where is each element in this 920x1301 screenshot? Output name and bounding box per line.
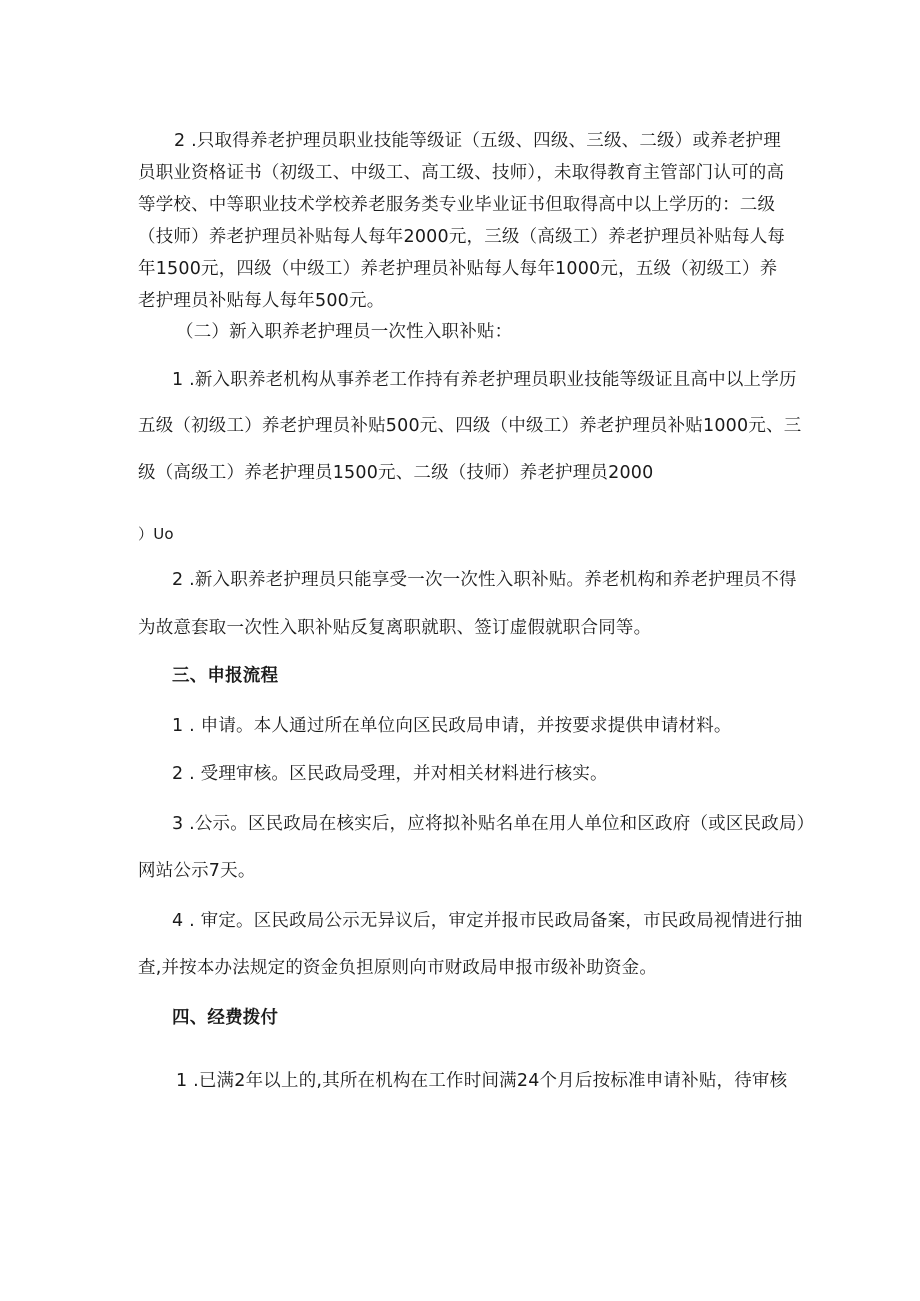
heading-application-process: 三、申报流程 [172,666,279,686]
heading-fund-disbursement: 四、经费拨付 [172,1008,279,1028]
step3-line1: 3 .公示。区民政局在核实后，应将拟补贴名单在用人单位和区政府（或区民政局） [172,814,815,834]
item2-line2: 为故意套取一次性入职补贴反复离职就职、签订虚假就职合同等。 [138,618,652,638]
step1-apply: 1 . 申请。本人通过所在单位向区民政局申请，并按要求提供申请材料。 [172,716,732,736]
item1-line3: 级（高级工）养老护理员1500元、二级（技师）养老护理员2000 [138,463,654,483]
item1-line1: 1 .新入职养老机构从事养老工作持有养老护理员职业技能等级证且高中以上学历 [172,370,797,390]
item2-line1: 2 .新入职养老护理员只能享受一次一次性入职补贴。养老机构和养老护理员不得 [172,570,797,590]
paragraph-subsidy-tiers: 2 .只取得养老护理员职业技能等级证（五级、四级、三级、二级）或养老护理员职业资格证书（初级工、中级工、高工级、技师），未取得教育主管部门认可的高等学校、中等职业技术学校养老服务类专业毕业证书但取得高中以上学历的：二级（技师）养老护理员补贴每人每年2000元，三级（高级工）养老护理员补贴每人每年1500元，四级（中级工）养老护理员补贴每人每年1000元，五级（初级工）养老护理员补贴每人每年500元。 [138,131,786,311]
item1-line4: ）Uo [138,525,174,543]
item1-line2: 五级（初级工）养老护理员补贴500元、四级（中级工）养老护理员补贴1000元、三 [138,416,802,436]
step4-line2: 查,并按本办法规定的资金负担原则向市财政局申报市级补助资金。 [138,958,658,978]
step4-line1: 4 . 审定。区民政局公示无异议后，审定并报市民政局备案，市民政局视情进行抽 [172,911,803,931]
step3-line2: 网站公示7天。 [138,861,256,881]
fund-item1: 1 .已满2年以上的,其所在机构在工作时间满24个月后按标准申请补贴，待审核 [176,1071,788,1091]
step2-review: 2 . 受理审核。区民政局受理，并对相关材料进行核实。 [172,764,608,784]
section-title-new-hire-subsidy: （二）新入职养老护理员一次性入职补贴： [176,322,513,342]
